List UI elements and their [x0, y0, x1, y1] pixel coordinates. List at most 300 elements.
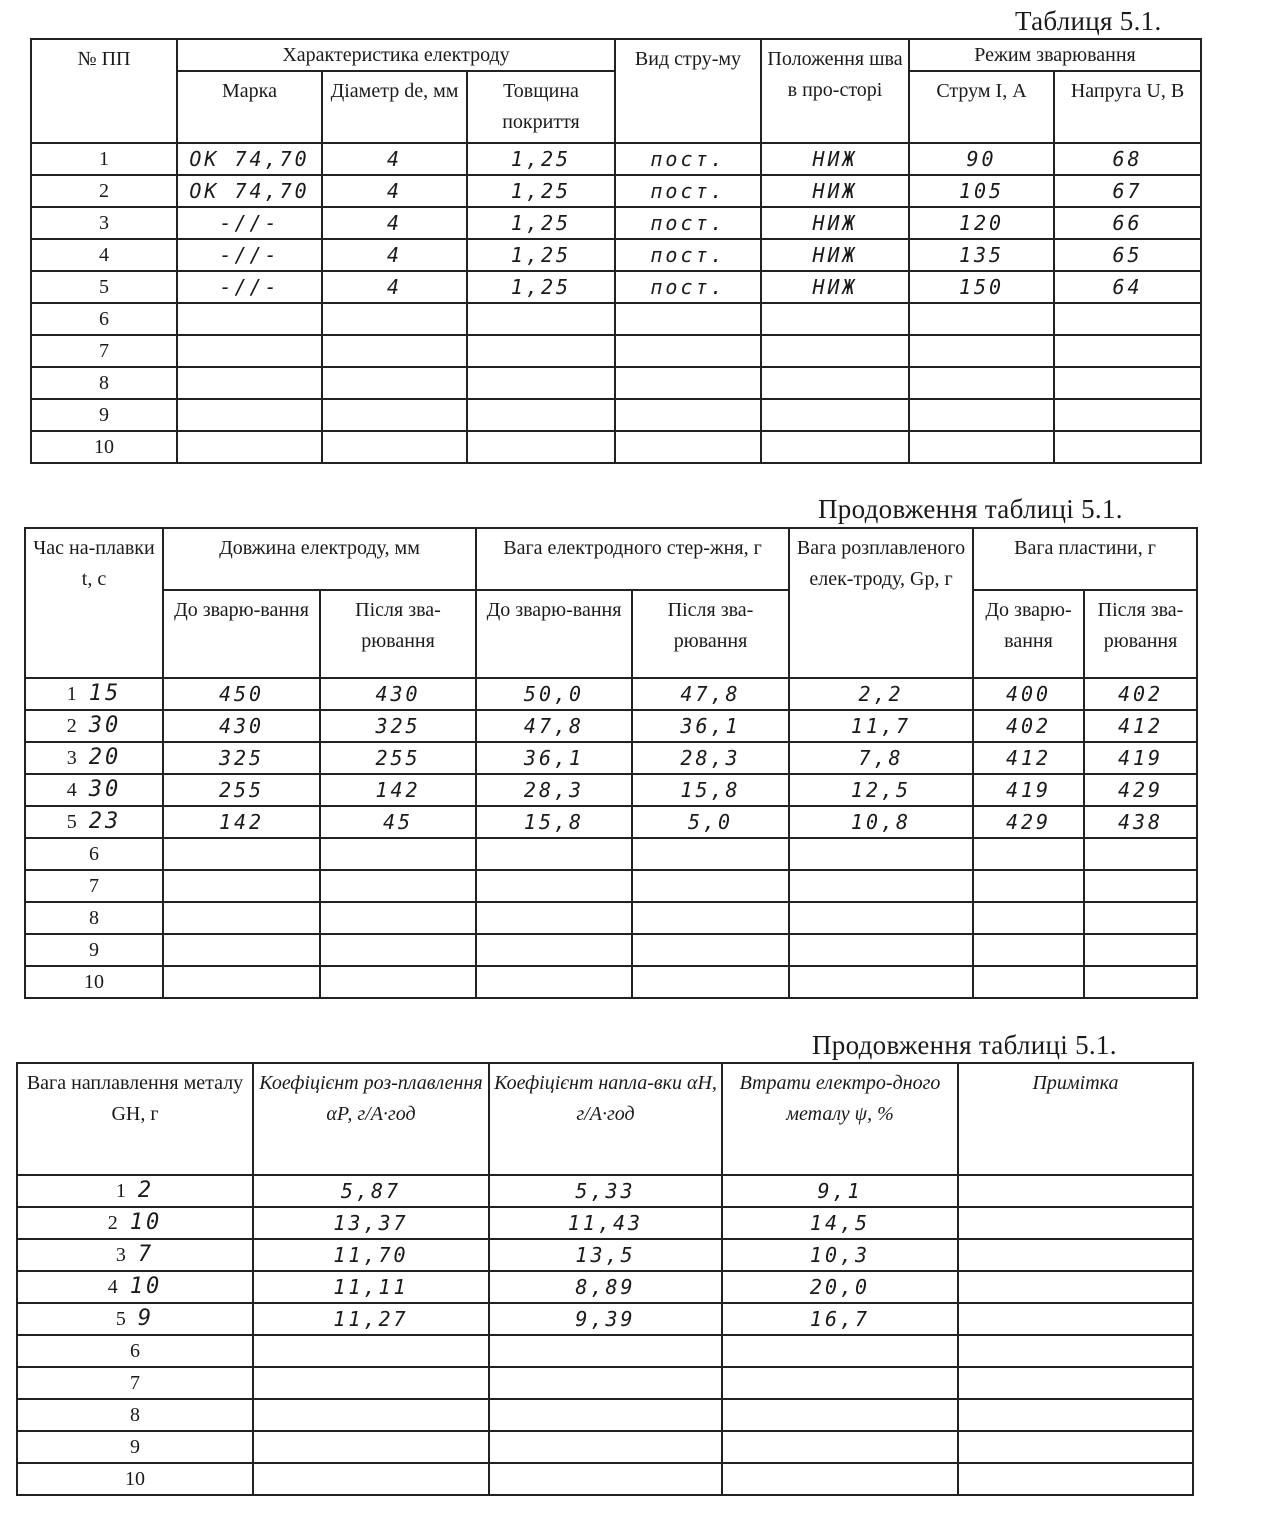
table-row — [31, 207, 1201, 239]
cell-voltage — [1054, 367, 1201, 399]
cell-position — [761, 431, 909, 463]
cell-voltage — [1054, 335, 1201, 367]
cell-time — [25, 838, 163, 870]
table-row — [25, 934, 1197, 966]
cell-note — [958, 1431, 1193, 1463]
cell-current: 135 — [909, 239, 1054, 271]
header-time: Час на-плавки t, с — [25, 528, 163, 678]
cell-an: 8,89 — [489, 1271, 722, 1303]
cell-melted — [789, 966, 973, 998]
cell-plate-before: 429 — [973, 806, 1084, 838]
cell-voltage: 68 — [1054, 143, 1201, 175]
cell-position: НИЖ — [761, 271, 909, 303]
row-number: 9 — [31, 399, 177, 431]
cell-position: НИЖ — [761, 175, 909, 207]
cell-position — [761, 399, 909, 431]
cell-brand — [177, 367, 322, 399]
table-row — [17, 1335, 1193, 1367]
cell-voltage: 67 — [1054, 175, 1201, 207]
table-row — [17, 1431, 1193, 1463]
cell-kind: пост. — [615, 239, 761, 271]
cell-brand: -//- — [177, 271, 322, 303]
cell-plate-after: 438 — [1084, 806, 1197, 838]
cell-voltage — [1054, 431, 1201, 463]
cell-plate-after: 429 — [1084, 774, 1197, 806]
cell-plate-after: 412 — [1084, 710, 1197, 742]
table-row — [17, 1399, 1193, 1431]
cell-ap — [253, 1367, 489, 1399]
time-value: 23 — [88, 809, 122, 834]
header-current-kind: Вид стру-му — [615, 39, 761, 143]
table-row — [25, 806, 1197, 838]
cell-rod-after: 5,0 — [632, 806, 789, 838]
cell-brand — [177, 399, 322, 431]
header-plate-before: До зварю-вання — [973, 590, 1084, 678]
cell-rod-before — [476, 838, 632, 870]
row-number: 5 — [31, 271, 177, 303]
row-number: 2 — [31, 175, 177, 207]
cell-position — [761, 303, 909, 335]
cell-psi — [722, 1431, 958, 1463]
cell-plate-after: 419 — [1084, 742, 1197, 774]
cell-voltage — [1054, 303, 1201, 335]
cell-coating — [467, 399, 615, 431]
cell-current: 120 — [909, 207, 1054, 239]
cell-len-after — [320, 838, 476, 870]
header-melted: Вага розплавленого елек-троду, Gр, г — [789, 528, 973, 678]
cell-len-before — [163, 870, 320, 902]
header-len-after: Після зва-рювання — [320, 590, 476, 678]
cell-time — [25, 678, 163, 710]
table-row — [17, 1207, 1193, 1239]
time-value: 30 — [88, 777, 122, 802]
cell-current — [909, 399, 1054, 431]
cell-time — [25, 966, 163, 998]
cell-rod-after: 36,1 — [632, 710, 789, 742]
table-row — [31, 367, 1201, 399]
cell-deposited — [17, 1175, 253, 1207]
cell-diameter — [322, 367, 467, 399]
cell-psi: 10,3 — [722, 1239, 958, 1271]
cell-an — [489, 1463, 722, 1495]
cell-current: 90 — [909, 143, 1054, 175]
cell-melted: 11,7 — [789, 710, 973, 742]
cell-melted: 7,8 — [789, 742, 973, 774]
cell-diameter: 4 — [322, 271, 467, 303]
cell-len-after — [320, 870, 476, 902]
cell-rod-before — [476, 966, 632, 998]
cell-ap — [253, 1463, 489, 1495]
header-loss: Втрати електро-дного металу ψ, % — [722, 1063, 958, 1175]
row-number: 3 — [31, 207, 177, 239]
cell-plate-after — [1084, 966, 1197, 998]
row-number: 5 — [66, 811, 77, 833]
cell-kind — [615, 399, 761, 431]
cell-coating: 1,25 — [467, 271, 615, 303]
row-number: 7 — [31, 335, 177, 367]
cell-voltage — [1054, 399, 1201, 431]
cell-plate-before — [973, 966, 1084, 998]
cell-time — [25, 742, 163, 774]
cell-time — [25, 902, 163, 934]
header-current: Струм I, А — [909, 71, 1054, 143]
cell-kind — [615, 335, 761, 367]
table-row — [17, 1175, 1193, 1207]
row-number: 6 — [130, 1340, 140, 1362]
cell-deposited — [17, 1335, 253, 1367]
cell-rod-after: 47,8 — [632, 678, 789, 710]
table-row — [17, 1239, 1193, 1271]
cell-ap: 11,11 — [253, 1271, 489, 1303]
cell-an — [489, 1399, 722, 1431]
cell-current: 150 — [909, 271, 1054, 303]
cell-current — [909, 367, 1054, 399]
cell-position — [761, 335, 909, 367]
cell-deposited — [17, 1239, 253, 1271]
table-row — [17, 1463, 1193, 1495]
cell-len-before: 142 — [163, 806, 320, 838]
table-row — [25, 774, 1197, 806]
cell-current: 105 — [909, 175, 1054, 207]
cell-len-before: 430 — [163, 710, 320, 742]
cell-an — [489, 1367, 722, 1399]
cell-melted — [789, 902, 973, 934]
cell-kind — [615, 367, 761, 399]
cell-deposited — [17, 1431, 253, 1463]
cell-len-before: 450 — [163, 678, 320, 710]
cell-coating — [467, 431, 615, 463]
cell-kind: пост. — [615, 207, 761, 239]
cell-deposited — [17, 1399, 253, 1431]
cell-len-before: 325 — [163, 742, 320, 774]
cell-an: 5,33 — [489, 1175, 722, 1207]
cell-melted — [789, 870, 973, 902]
cell-plate-after: 402 — [1084, 678, 1197, 710]
cell-note — [958, 1207, 1193, 1239]
cell-coating: 1,25 — [467, 143, 615, 175]
header-plate-after: Після зва-рювання — [1084, 590, 1197, 678]
cell-plate-before: 402 — [973, 710, 1084, 742]
table-row — [31, 335, 1201, 367]
cell-time — [25, 870, 163, 902]
cell-plate-after — [1084, 838, 1197, 870]
header-electrode: Характеристика електроду — [177, 39, 615, 71]
cell-ap: 13,37 — [253, 1207, 489, 1239]
table-row — [31, 399, 1201, 431]
cell-psi — [722, 1367, 958, 1399]
cell-time — [25, 710, 163, 742]
cell-diameter: 4 — [322, 143, 467, 175]
table-row — [25, 966, 1197, 998]
cell-len-after: 45 — [320, 806, 476, 838]
cell-deposited — [17, 1271, 253, 1303]
cell-len-before — [163, 934, 320, 966]
cell-rod-before — [476, 870, 632, 902]
cell-len-after: 142 — [320, 774, 476, 806]
cell-len-after: 430 — [320, 678, 476, 710]
cell-note — [958, 1303, 1193, 1335]
table-row — [17, 1303, 1193, 1335]
cell-deposited — [17, 1463, 253, 1495]
cell-rod-after — [632, 966, 789, 998]
row-number: 3 — [66, 747, 77, 769]
cell-coating — [467, 335, 615, 367]
row-number: 10 — [125, 1468, 145, 1490]
deposited-value: 2 — [137, 1178, 155, 1203]
cell-rod-before: 36,1 — [476, 742, 632, 774]
cell-melted — [789, 838, 973, 870]
header-voltage: Напруга U, В — [1054, 71, 1201, 143]
header-plate: Вага пластини, г — [973, 528, 1197, 590]
cell-time — [25, 774, 163, 806]
cell-len-after — [320, 934, 476, 966]
cell-len-before — [163, 966, 320, 998]
cell-len-after: 325 — [320, 710, 476, 742]
cell-ap: 5,87 — [253, 1175, 489, 1207]
row-number: 1 — [31, 143, 177, 175]
header-brand: Марка — [177, 71, 322, 143]
table-row — [31, 143, 1201, 175]
cell-deposited — [17, 1207, 253, 1239]
cell-an: 11,43 — [489, 1207, 722, 1239]
cell-kind — [615, 303, 761, 335]
row-number: 1 — [66, 683, 77, 705]
cell-kind — [615, 431, 761, 463]
cell-rod-before — [476, 934, 632, 966]
row-number: 10 — [84, 971, 104, 993]
cell-rod-after: 15,8 — [632, 774, 789, 806]
cell-note — [958, 1463, 1193, 1495]
row-number: 8 — [31, 367, 177, 399]
cell-time — [25, 806, 163, 838]
cell-current — [909, 431, 1054, 463]
cell-diameter: 4 — [322, 239, 467, 271]
cell-position: НИЖ — [761, 143, 909, 175]
cell-deposited — [17, 1303, 253, 1335]
cell-kind: пост. — [615, 175, 761, 207]
cell-rod-before: 47,8 — [476, 710, 632, 742]
row-number: 4 — [31, 239, 177, 271]
header-note: Примітка — [958, 1063, 1193, 1175]
row-number: 5 — [115, 1308, 126, 1330]
cell-rod-before: 15,8 — [476, 806, 632, 838]
cell-voltage: 65 — [1054, 239, 1201, 271]
row-number: 9 — [130, 1436, 140, 1458]
cell-current — [909, 335, 1054, 367]
row-number: 10 — [31, 431, 177, 463]
cell-position: НИЖ — [761, 207, 909, 239]
table-row — [31, 239, 1201, 271]
cell-note — [958, 1335, 1193, 1367]
time-value: 15 — [88, 681, 122, 706]
row-number: 3 — [115, 1244, 126, 1266]
cell-rod-before — [476, 902, 632, 934]
cell-plate-before: 400 — [973, 678, 1084, 710]
cell-brand: -//- — [177, 207, 322, 239]
cell-diameter — [322, 431, 467, 463]
cell-voltage: 66 — [1054, 207, 1201, 239]
row-number: 6 — [31, 303, 177, 335]
cell-rod-after — [632, 870, 789, 902]
cell-note — [958, 1367, 1193, 1399]
cell-len-before — [163, 902, 320, 934]
cell-time — [25, 934, 163, 966]
header-length: Довжина електроду, мм — [163, 528, 476, 590]
deposited-value: 10 — [129, 1274, 163, 1299]
cell-diameter: 4 — [322, 175, 467, 207]
cell-psi: 14,5 — [722, 1207, 958, 1239]
row-number: 2 — [107, 1212, 118, 1234]
row-number: 8 — [130, 1404, 140, 1426]
table2-caption: Продовження таблиці 5.1. — [818, 494, 1123, 524]
cell-brand — [177, 431, 322, 463]
table-row — [17, 1271, 1193, 1303]
cell-ap: 11,27 — [253, 1303, 489, 1335]
cell-ap: 11,70 — [253, 1239, 489, 1271]
table-row — [25, 838, 1197, 870]
cell-ap — [253, 1431, 489, 1463]
row-number: 2 — [66, 715, 77, 737]
table2 — [24, 527, 1198, 999]
row-number: 4 — [107, 1276, 118, 1298]
cell-diameter — [322, 303, 467, 335]
cell-current — [909, 303, 1054, 335]
cell-psi — [722, 1335, 958, 1367]
cell-plate-before — [973, 902, 1084, 934]
table-row — [31, 431, 1201, 463]
cell-rod-before: 28,3 — [476, 774, 632, 806]
header-dep-coef: Коефіцієнт напла-вки αН, г/А·год — [489, 1063, 722, 1175]
cell-note — [958, 1271, 1193, 1303]
cell-note — [958, 1239, 1193, 1271]
cell-deposited — [17, 1367, 253, 1399]
cell-melted — [789, 934, 973, 966]
cell-brand — [177, 335, 322, 367]
header-rod-weight: Вага електродного стер-жня, г — [476, 528, 789, 590]
cell-note — [958, 1399, 1193, 1431]
cell-melted: 12,5 — [789, 774, 973, 806]
cell-plate-before: 419 — [973, 774, 1084, 806]
cell-rod-after — [632, 902, 789, 934]
cell-plate-after — [1084, 870, 1197, 902]
header-mode: Режим зварювання — [909, 39, 1201, 71]
cell-melted: 2,2 — [789, 678, 973, 710]
deposited-value: 10 — [129, 1210, 163, 1235]
table3-caption: Продовження таблиці 5.1. — [812, 1030, 1117, 1060]
header-len-before: До зварю-вання — [163, 590, 320, 678]
table1 — [30, 38, 1202, 464]
cell-brand: OK 74,70 — [177, 143, 322, 175]
header-diameter: Діаметр dе, мм — [322, 71, 467, 143]
row-number: 7 — [89, 875, 99, 897]
cell-psi — [722, 1399, 958, 1431]
table-row — [25, 902, 1197, 934]
cell-len-after — [320, 966, 476, 998]
table-row — [31, 271, 1201, 303]
cell-psi: 16,7 — [722, 1303, 958, 1335]
cell-rod-after — [632, 838, 789, 870]
table-row — [25, 870, 1197, 902]
cell-rod-before: 50,0 — [476, 678, 632, 710]
header-rod-after: Після зва-рювання — [632, 590, 789, 678]
cell-plate-before: 412 — [973, 742, 1084, 774]
header-num: № ПП — [31, 39, 177, 143]
cell-an: 9,39 — [489, 1303, 722, 1335]
cell-kind: пост. — [615, 143, 761, 175]
cell-voltage: 64 — [1054, 271, 1201, 303]
header-deposited: Вага наплавлення металу GН, г — [17, 1063, 253, 1175]
cell-brand: ОК 74,70 — [177, 175, 322, 207]
cell-diameter — [322, 399, 467, 431]
cell-len-after: 255 — [320, 742, 476, 774]
cell-an — [489, 1335, 722, 1367]
header-rod-before: До зварю-вання — [476, 590, 632, 678]
cell-position — [761, 367, 909, 399]
header-coating: Товщина покриття — [467, 71, 615, 143]
cell-melted: 10,8 — [789, 806, 973, 838]
cell-plate-after — [1084, 902, 1197, 934]
cell-an — [489, 1431, 722, 1463]
cell-brand: -//- — [177, 239, 322, 271]
cell-plate-before — [973, 870, 1084, 902]
cell-psi — [722, 1463, 958, 1495]
row-number: 6 — [89, 843, 99, 865]
table-row — [31, 175, 1201, 207]
cell-diameter — [322, 335, 467, 367]
deposited-value: 7 — [137, 1242, 155, 1267]
cell-diameter: 4 — [322, 207, 467, 239]
cell-plate-after — [1084, 934, 1197, 966]
row-number: 7 — [130, 1372, 140, 1394]
cell-coating — [467, 367, 615, 399]
row-number: 1 — [115, 1180, 126, 1202]
cell-len-after — [320, 902, 476, 934]
table-row — [25, 742, 1197, 774]
cell-ap — [253, 1335, 489, 1367]
cell-position: НИЖ — [761, 239, 909, 271]
cell-ap — [253, 1399, 489, 1431]
row-number: 4 — [66, 779, 77, 801]
header-position: Положення шва в про-сторі — [761, 39, 909, 143]
cell-an: 13,5 — [489, 1239, 722, 1271]
time-value: 30 — [88, 713, 122, 738]
header-melt-coef: Коефіцієнт роз-плавлення αР, г/А·год — [253, 1063, 489, 1175]
table3 — [16, 1062, 1194, 1496]
row-number: 9 — [89, 939, 99, 961]
cell-rod-after — [632, 934, 789, 966]
cell-psi: 9,1 — [722, 1175, 958, 1207]
cell-kind: пост. — [615, 271, 761, 303]
cell-coating — [467, 303, 615, 335]
cell-brand — [177, 303, 322, 335]
table-row — [17, 1367, 1193, 1399]
cell-coating: 1,25 — [467, 207, 615, 239]
cell-len-before: 255 — [163, 774, 320, 806]
cell-len-before — [163, 838, 320, 870]
cell-rod-after: 28,3 — [632, 742, 789, 774]
table-row — [25, 710, 1197, 742]
time-value: 20 — [88, 745, 122, 770]
cell-coating: 1,25 — [467, 175, 615, 207]
cell-plate-before — [973, 838, 1084, 870]
table1-caption: Таблиця 5.1. — [1015, 6, 1162, 36]
table-row — [31, 303, 1201, 335]
cell-psi: 20,0 — [722, 1271, 958, 1303]
cell-note — [958, 1175, 1193, 1207]
cell-plate-before — [973, 934, 1084, 966]
deposited-value: 9 — [137, 1306, 155, 1331]
cell-coating: 1,25 — [467, 239, 615, 271]
